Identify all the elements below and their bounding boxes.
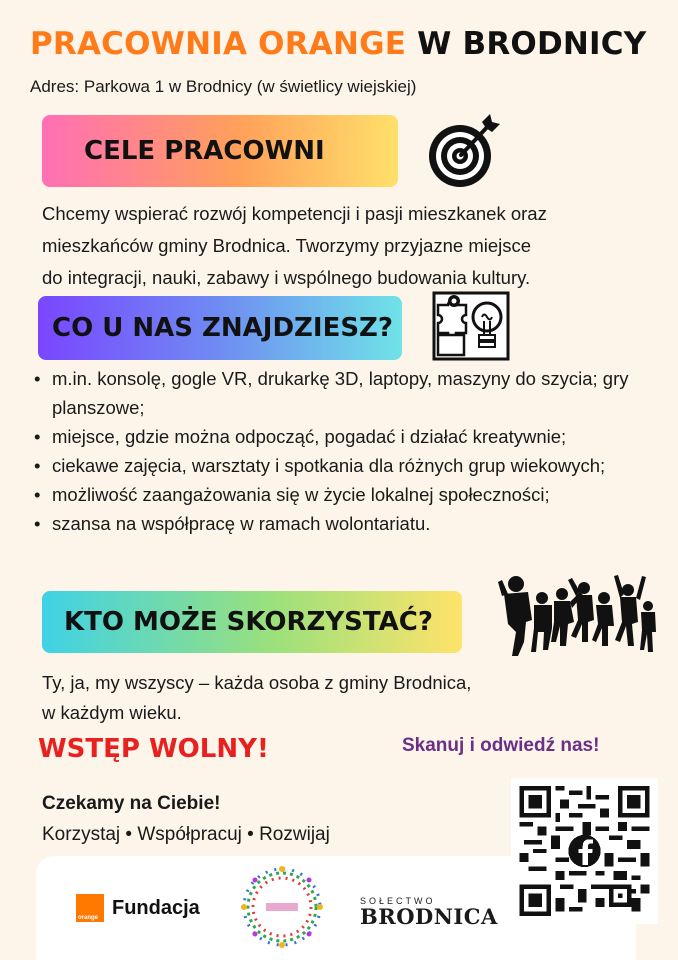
section-heading-kto bbox=[42, 591, 462, 653]
jumping-people-icon bbox=[498, 572, 658, 656]
cele-line: Chcemy wspierać rozwój kompetencji i pasji mieszkanek oraz bbox=[42, 203, 547, 224]
orange-logo-square bbox=[76, 894, 104, 922]
section-heading-co bbox=[38, 296, 402, 360]
puzzle-lightbulb-icon bbox=[432, 291, 510, 361]
target-icon bbox=[424, 112, 504, 192]
kto-line: Ty, ja, my wszyscy – każda osoba z gminy Brodnica, bbox=[42, 672, 472, 693]
solectwo-brodnica-logo bbox=[360, 896, 498, 929]
qr-code[interactable] bbox=[511, 778, 658, 924]
motto-text: Korzystaj • Współpracuj • Rozwijaj bbox=[42, 824, 330, 845]
list-item: • możliwość zaangażowania się w życie lokalnej społeczności; bbox=[30, 480, 660, 509]
waiting-text: Czekamy na Ciebie! bbox=[42, 793, 221, 814]
section-heading-co-text: CO U NAS ZNAJDZIESZ? bbox=[52, 313, 393, 343]
section-text-kto bbox=[42, 668, 582, 728]
kto-line: w każdym wieku. bbox=[42, 702, 182, 723]
address: Adres: Parkowa 1 w Brodnicy (w świetlicy wiejskiej) bbox=[30, 77, 417, 96]
solectwo-text: SOŁECTWO bbox=[360, 896, 436, 906]
free-entry-heading: WSTĘP WOLNY! bbox=[38, 734, 269, 764]
list-item: • ciekawe zajęcia, warsztaty i spotkania dla różnych grup wiekowych; bbox=[30, 451, 660, 480]
list-item: • m.in. konsolę, gogle VR, drukarkę 3D, laptopy, maszyny do szycia; gry planszowe; bbox=[30, 364, 660, 422]
list-item: • miejsce, gdzie można odpocząć, pogadać i działać kreatywnie; bbox=[30, 422, 660, 451]
scan-prompt: Skanuj i odwiedź nas! bbox=[402, 735, 600, 756]
wreath-logo bbox=[240, 865, 324, 949]
section-heading-kto-text: KTO MOŻE SKORZYSTAĆ? bbox=[64, 607, 433, 637]
brodnica-logo-text: BRODNICA bbox=[360, 904, 498, 929]
section-text-cele bbox=[42, 198, 652, 294]
orange-fundacja-logo bbox=[76, 894, 200, 922]
title-orange: PRACOWNIA ORANGE bbox=[30, 26, 407, 62]
cele-line: do integracji, nauki, zabawy i wspólnego budowania kultury. bbox=[42, 267, 531, 288]
list-item: • szansa na współpracę w ramach wolontariatu. bbox=[30, 509, 660, 538]
section-heading-cele bbox=[42, 115, 398, 187]
orange-logo-text: orange bbox=[78, 915, 99, 921]
page-title bbox=[30, 26, 660, 62]
qr-code-graphic bbox=[519, 786, 650, 916]
section-heading-cele-text: CELE PRACOWNI bbox=[84, 136, 325, 166]
title-black: W BRODNICY bbox=[417, 26, 647, 62]
fundacja-text: Fundacja bbox=[112, 896, 200, 919]
cele-line: mieszkańców gminy Brodnica. Tworzymy przyjazne miejsce bbox=[42, 235, 532, 256]
features-list bbox=[30, 364, 660, 538]
